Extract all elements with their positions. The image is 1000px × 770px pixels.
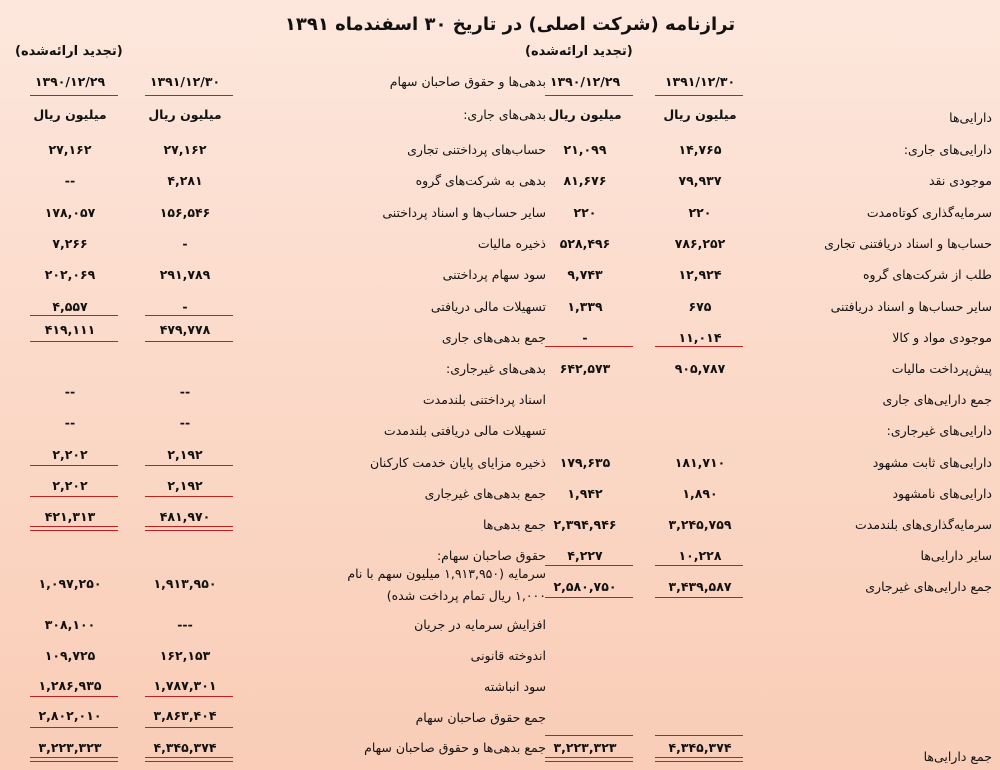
unit-left-1390: میلیون ریال: [33, 107, 107, 122]
asset-value-1390: ۵۲۸,۴۹۶: [559, 236, 611, 251]
liability-value-1391: --: [179, 384, 191, 399]
restated-note-mid: (تجدید ارائه‌شده): [525, 44, 633, 59]
equity-label: جمع حقوق صاحبان سهام: [415, 710, 546, 725]
liability-label: اسناد پرداختنی بلندمدت: [422, 392, 546, 407]
asset-value-1390: -: [582, 330, 588, 345]
asset-value-1390: ۹,۷۴۳: [567, 267, 603, 282]
asset-label: جمع دارایی‌های جاری: [882, 392, 992, 407]
asset-value-1390: ۴,۲۲۷: [567, 548, 603, 563]
liability-value-1391: --: [179, 415, 191, 430]
equity-label-line2: ۱,۰۰۰ ریال تمام پرداخت شده): [386, 588, 546, 603]
equity-value-1391: ۳,۸۶۳,۴۰۴: [153, 708, 217, 723]
liability-value-1391: ۲,۱۹۲: [167, 478, 203, 493]
liability-value-1391: -: [182, 236, 188, 251]
asset-label: سایر حساب‌ها و اسناد دریافتنی: [830, 299, 992, 314]
liability-value-1391: ۲,۱۹۲: [167, 447, 203, 462]
liability-value-1391: ۲۷,۱۶۲: [163, 142, 207, 157]
liab-equity-total-1390: ۳,۲۲۳,۳۲۳: [38, 740, 102, 755]
liab-equity-total-label: جمع بدهی‌ها و حقوق صاحبان سهام: [364, 740, 546, 755]
page-title: ترازنامه (شرکت اصلی) در تاریخ ۳۰ اسفندماه ۱۳۹۱: [284, 14, 736, 35]
asset-value-1391: ۹۰۵,۷۸۷: [674, 361, 726, 376]
asset-value-1391: ۷۹,۹۳۷: [678, 173, 722, 188]
asset-value-1390: ۲,۳۹۴,۹۴۶: [553, 517, 617, 532]
asset-label: سرمایه‌گذاری کوتاه‌مدت: [866, 205, 992, 220]
liability-value-1390: ۱۷۸,۰۵۷: [44, 205, 96, 220]
liability-value-1390: ۴۱۹,۱۱۱: [44, 322, 96, 337]
asset-value-1391: ۶۷۵: [688, 299, 712, 314]
liability-label: ذخیره مالیات: [477, 236, 546, 251]
asset-label: سرمایه‌گذاری‌های بلندمدت: [855, 517, 992, 532]
liability-value-1390: --: [64, 173, 76, 188]
asset-label: حساب‌ها و اسناد دریافتنی تجاری: [824, 236, 992, 251]
liability-value-1391: -: [182, 299, 188, 314]
assets-total-1391: ۴,۳۴۵,۳۷۴: [668, 740, 732, 755]
asset-label: جمع دارایی‌های غیرجاری: [865, 579, 992, 594]
equity-label: سود انباشته: [484, 679, 546, 694]
asset-value-1391: ۳,۲۴۵,۷۵۹: [668, 517, 732, 532]
liability-label: تسهیلات مالی دریافتی: [430, 299, 546, 314]
liability-label: بدهی به شرکت‌های گروه: [415, 173, 546, 188]
liability-value-1390: ۴,۵۵۷: [52, 299, 88, 314]
equity-value-1391: ---: [177, 617, 193, 632]
asset-value-1391: ۷۸۶,۲۵۲: [674, 236, 726, 251]
equity-value-1390: ۲,۸۰۲,۰۱۰: [38, 708, 102, 723]
equity-value-1390: ۱,۲۸۶,۹۳۵: [38, 678, 102, 693]
liability-value-1390: ۲۰۲,۰۶۹: [44, 267, 96, 282]
liability-label: حساب‌های پرداختنی تجاری: [407, 142, 546, 157]
liability-value-1390: ۲۷,۱۶۲: [48, 142, 92, 157]
asset-label: دارایی‌های جاری:: [903, 142, 992, 157]
liability-label: بدهی‌های غیرجاری:: [446, 361, 546, 376]
liability-value-1391: ۴۸۱,۹۷۰: [159, 509, 211, 524]
current-liabilities-heading: بدهی‌های جاری:: [463, 107, 546, 122]
asset-value-1390: ۲۱,۰۹۹: [563, 142, 607, 157]
liability-label: تسهیلات مالی دریافتی بلندمدت: [383, 423, 546, 438]
liability-value-1390: ۷,۲۶۶: [52, 236, 88, 251]
asset-label: طلب از شرکت‌های گروه: [862, 267, 992, 282]
asset-label: موجودی نقد: [928, 173, 992, 188]
asset-value-1391: ۲۲۰: [688, 205, 712, 220]
liability-label: سود سهام پرداختنی: [442, 267, 546, 282]
unit-mid-1391: میلیون ریال: [663, 107, 737, 122]
asset-label: دارایی‌های نامشهود: [892, 486, 992, 501]
col-header-left-1391: ۱۳۹۱/۱۲/۳۰: [149, 74, 221, 89]
asset-value-1391: ۱۴,۷۶۵: [678, 142, 722, 157]
liability-value-1390: ۲,۲۰۲: [52, 478, 88, 493]
equity-value-1390: ۱,۰۹۷,۲۵۰: [38, 576, 102, 591]
liability-value-1391: ۴۷۹,۷۷۸: [159, 322, 211, 337]
asset-value-1390: ۶۴۲,۵۷۳: [559, 361, 611, 376]
liab-equity-total-1391: ۴,۳۴۵,۳۷۴: [153, 740, 217, 755]
liability-label: جمع بدهی‌های جاری: [441, 330, 546, 345]
asset-value-1391: ۱۸۱,۷۱۰: [674, 455, 726, 470]
col-header-liabilities-equity: بدهی‌ها و حقوق صاحبان سهام: [389, 74, 546, 89]
asset-value-1390: ۲۲۰: [573, 205, 597, 220]
col-header-left-1390: ۱۳۹۰/۱۲/۲۹: [34, 74, 106, 89]
asset-label: دارایی‌های ثابت مشهود: [872, 455, 992, 470]
asset-label: سایر دارایی‌ها: [920, 548, 992, 563]
asset-value-1390: ۱,۳۳۹: [567, 299, 603, 314]
liability-value-1391: ۴,۲۸۱: [167, 173, 203, 188]
equity-value-1391: ۱,۷۸۷,۳۰۱: [153, 678, 217, 693]
asset-value-1391: ۱۰,۲۲۸: [678, 548, 722, 563]
equity-label: سرمایه (۱,۹۱۳,۹۵۰ میلیون سهم با نام: [347, 566, 546, 581]
asset-label: دارایی‌های غیرجاری:: [886, 423, 992, 438]
unit-mid-1390: میلیون ریال: [548, 107, 622, 122]
equity-value-1390: ۱۰۹,۷۲۵: [44, 648, 96, 663]
equity-label: اندوخته قانونی: [470, 648, 546, 663]
asset-value-1390: ۸۱,۶۷۶: [563, 173, 607, 188]
equity-value-1390: ۳۰۸,۱۰۰: [44, 617, 96, 632]
liability-value-1390: --: [64, 415, 76, 430]
liability-value-1390: ۴۲۱,۳۱۳: [44, 509, 96, 524]
restated-note-left: (تجدید ارائه‌شده): [15, 44, 123, 59]
equity-value-1391: ۱,۹۱۳,۹۵۰: [153, 576, 217, 591]
assets-total-1390: ۳,۲۲۳,۳۲۳: [553, 740, 617, 755]
asset-label: موجودی مواد و کالا: [892, 330, 992, 345]
liability-label: ذخیره مزایای پایان خدمت کارکنان: [369, 455, 546, 470]
asset-value-1390: ۱,۹۴۲: [567, 486, 603, 501]
asset-value-1390: ۲,۵۸۰,۷۵۰: [553, 579, 617, 594]
asset-label: پیش‌پرداخت مالیات: [891, 361, 992, 376]
col-header-mid-1391: ۱۳۹۱/۱۲/۳۰: [664, 74, 736, 89]
asset-label: دارایی‌ها: [949, 110, 992, 125]
asset-value-1391: ۳,۴۳۹,۵۸۷: [668, 579, 732, 594]
liability-value-1390: --: [64, 384, 76, 399]
liability-value-1391: ۲۹۱,۷۸۹: [159, 267, 211, 282]
asset-value-1391: ۱۲,۹۲۴: [678, 267, 722, 282]
liability-value-1390: ۲,۲۰۲: [52, 447, 88, 462]
equity-label: افزایش سرمایه در جریان: [414, 617, 546, 632]
liability-label: جمع بدهی‌های غیرجاری: [424, 486, 546, 501]
asset-value-1390: ۱۷۹,۶۳۵: [559, 455, 611, 470]
assets-total-label: جمع دارایی‌ها: [923, 749, 992, 764]
liability-value-1391: ۱۵۶,۵۴۶: [159, 205, 211, 220]
equity-heading: حقوق صاحبان سهام:: [436, 548, 546, 563]
unit-left-1391: میلیون ریال: [148, 107, 222, 122]
asset-value-1391: ۱,۸۹۰: [682, 486, 718, 501]
equity-value-1391: ۱۶۲,۱۵۳: [159, 648, 211, 663]
asset-value-1391: ۱۱,۰۱۴: [678, 330, 722, 345]
col-header-mid-1390: ۱۳۹۰/۱۲/۲۹: [549, 74, 621, 89]
liability-label: جمع بدهی‌ها: [482, 517, 546, 532]
liability-label: سایر حساب‌ها و اسناد پرداختنی: [382, 205, 546, 220]
